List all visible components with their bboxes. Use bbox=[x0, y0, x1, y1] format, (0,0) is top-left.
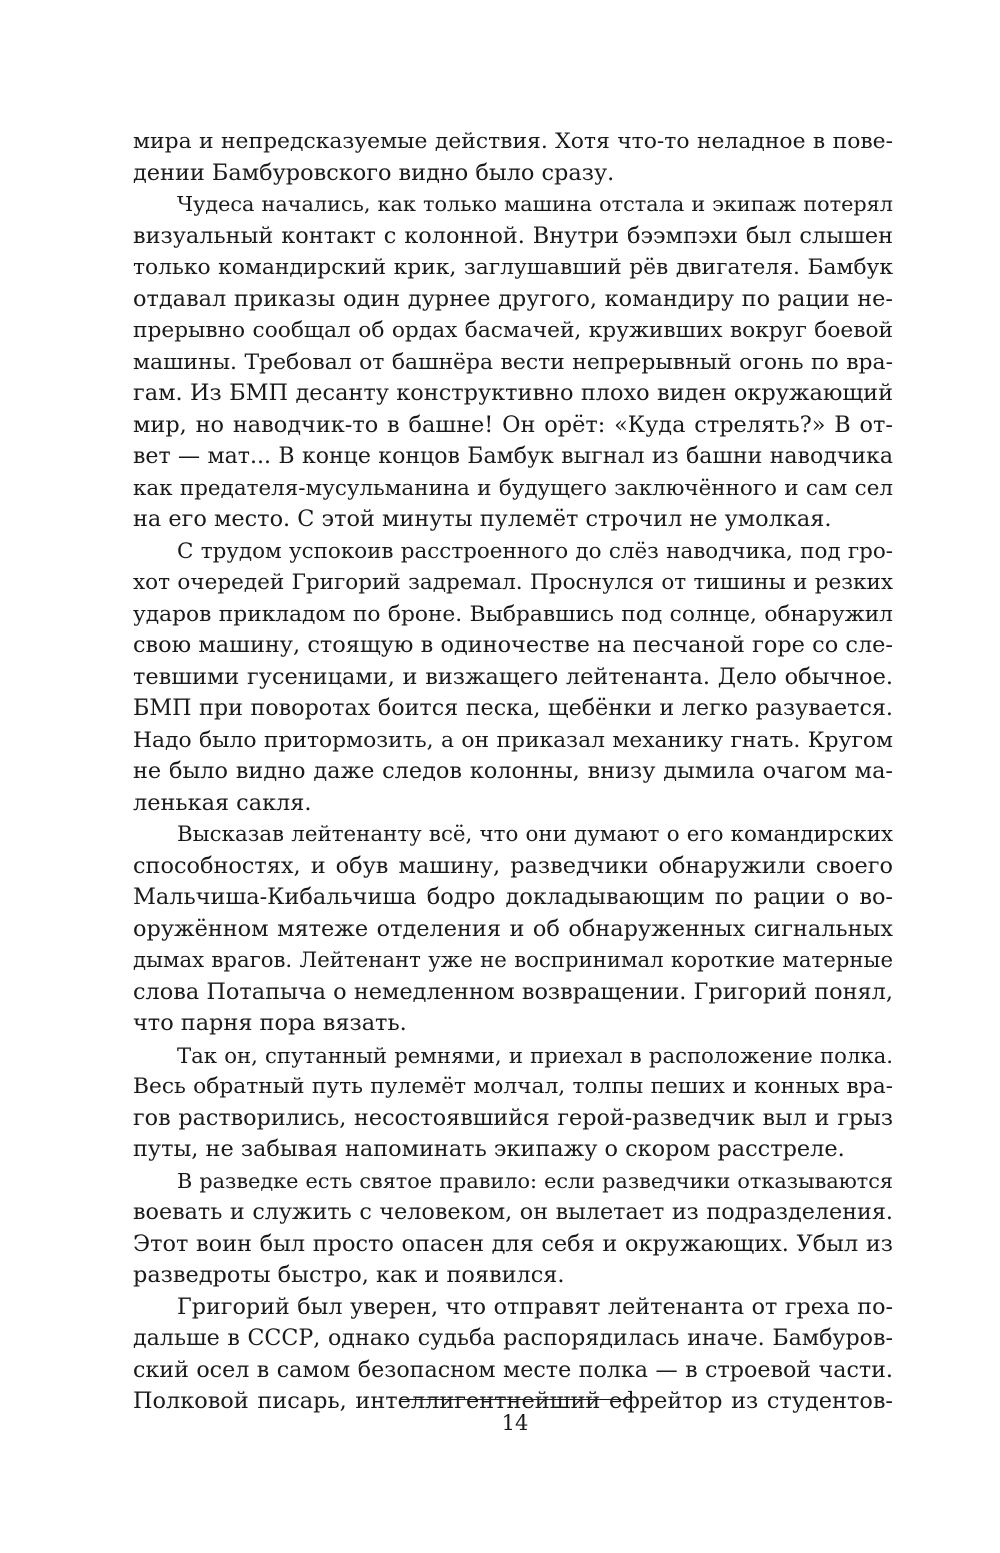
text-line: дальше в СССР, однако судьба распорядилась иначе. Бамбуров- bbox=[133, 1325, 893, 1351]
text-line: гам. Из БМП десанту конструктивно плохо виден окружающий bbox=[133, 380, 893, 406]
text-line: дении Бамбуровского видно было сразу. bbox=[133, 159, 615, 186]
text-line: Полковой писарь, интеллигентнейший ефрейтор из студентов- bbox=[133, 1388, 893, 1414]
text-line: отдавал приказы один дурнее другого, командиру по рации не- bbox=[133, 285, 893, 312]
text-line: С трудом успокоив расстроенного до слёз наводчика, под гро- bbox=[177, 538, 893, 564]
text-line: как предателя-мусульманина и будущего заключённого и сам сел bbox=[133, 475, 893, 501]
text-line: оружённом мятеже отделения и об обнаруженных сигнальных bbox=[133, 915, 893, 942]
text-line: мир, но наводчик-то в башне! Он орёт: «Куда стрелять?» В от- bbox=[133, 411, 893, 438]
text-line: способностях, и обув машину, разведчики обнаружили своего bbox=[133, 852, 893, 879]
text-line: машины. Требовал от башнёра вести непрерывный огонь по вра- bbox=[133, 349, 893, 375]
text-line: визуальный контакт с колонной. Внутри бээмпэхи был слышен bbox=[133, 222, 893, 249]
page-number: 14 bbox=[501, 1411, 529, 1435]
text-line: разведроты быстро, как и появился. bbox=[133, 1262, 565, 1288]
text-line: мира и непредсказуемые действия. Хотя что-то неладное в пове- bbox=[133, 129, 893, 154]
text-line: гов растворились, несостоявшийся герой-разведчик выл и грыз bbox=[133, 1104, 893, 1131]
text-line: В разведке есть святое правило: если разведчики отказываются bbox=[177, 1168, 893, 1193]
body-text bbox=[133, 126, 893, 1418]
text-line: Григорий был уверен, что отправят лейтенанта от греха по- bbox=[177, 1293, 893, 1320]
text-line: БМП при поворотах боится песка, щебёнки и легко разувается. bbox=[133, 695, 893, 721]
text-line: Чудеса начались, как только машина отстала и экипаж потерял bbox=[177, 192, 893, 216]
text-line: Весь обратный путь пулемёт молчал, толпы пеших и конных вра- bbox=[133, 1074, 893, 1099]
text-line: путы, не забывая напоминать экипажу о скором расстреле. bbox=[133, 1136, 845, 1162]
text-line: ленькая сакля. bbox=[133, 789, 312, 816]
text-line: ский осел в самом безопасном месте полка — в строевой части. bbox=[133, 1356, 893, 1383]
text-line: слова Потапыча о немедленном возвращении. Григорий понял, bbox=[133, 978, 893, 1005]
text-line: Этот воин был просто опасен для себя и окружающих. Убыл из bbox=[133, 1230, 893, 1257]
text-line: Так он, спутанный ремнями, и приехал в расположение полка. bbox=[177, 1042, 893, 1068]
text-line: что парня пора вязать. bbox=[133, 1010, 407, 1036]
text-line: Высказав лейтенанту всё, что они думают о его командирских bbox=[177, 822, 893, 847]
text-line: на его место. С этой минуты пулемёт строчил не умолкая. bbox=[133, 506, 832, 532]
footer-divider bbox=[400, 1399, 630, 1400]
text-line: Мальчиша-Кибальчиша бодро докладывающим по рации о во- bbox=[133, 884, 893, 910]
text-line: Надо было притормозить, а он приказал механику гнать. Кругом bbox=[133, 727, 893, 753]
text-line: свою машину, стоящую в одиночестве на песчаной горе со сле- bbox=[133, 632, 893, 658]
text-line: прерывно сообщал об ордах басмачей, круживших вокруг боевой bbox=[133, 318, 893, 343]
text-line: дымах врагов. Лейтенант уже не воспринимал короткие матерные bbox=[133, 948, 893, 973]
text-line: только командирский крик, заглушавший рёв двигателя. Бамбук bbox=[133, 255, 893, 280]
text-line: вет — мат... В конце концов Бамбук выгнал из башни наводчика bbox=[133, 444, 893, 469]
text-line: воевать и служить с человеком, он вылетает из подразделения. bbox=[133, 1199, 893, 1225]
text-line: хот очередей Григорий задремал. Проснулся от тишины и резких bbox=[133, 570, 893, 595]
text-line: тевшими гусеницами, и визжащего лейтенанта. Дело обычное. bbox=[133, 663, 893, 690]
text-line: ударов прикладом по броне. Выбравшись под солнце, обнаружил bbox=[133, 601, 893, 627]
text-line: не было видно даже следов колонны, внизу дымила очагом ма- bbox=[133, 758, 893, 784]
